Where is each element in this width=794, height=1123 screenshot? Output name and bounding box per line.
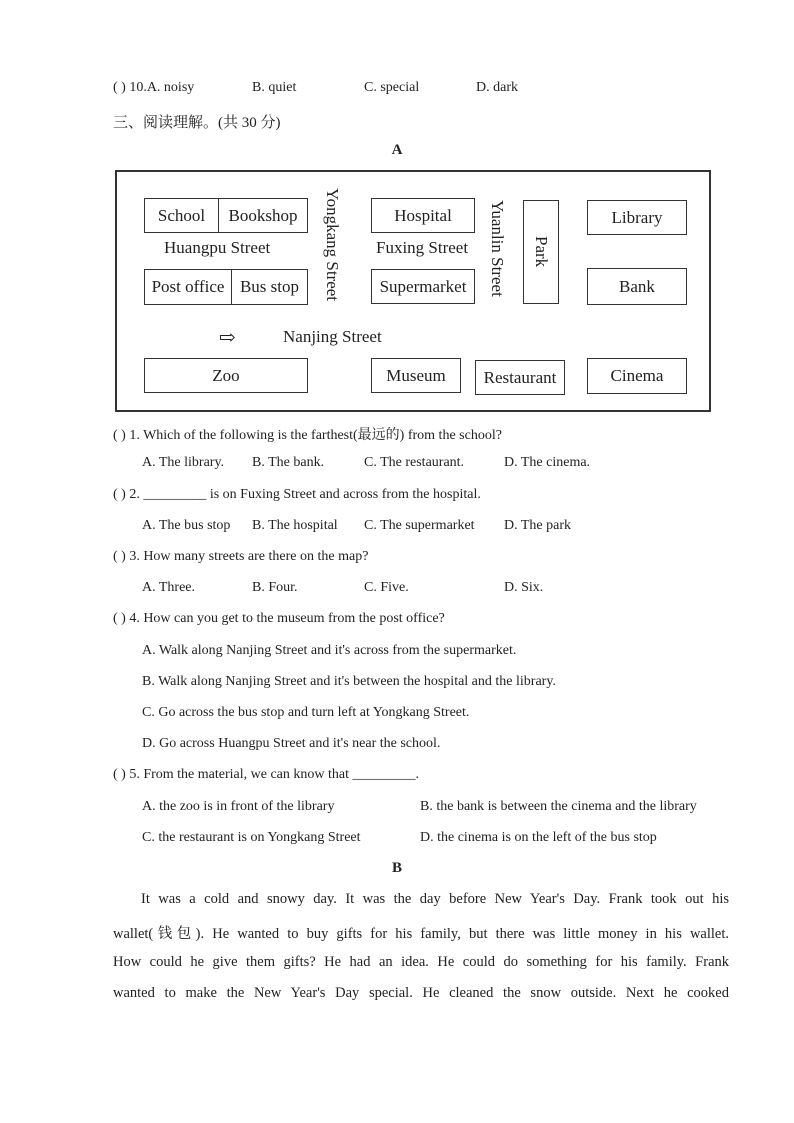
- question-2-option-c: C. The supermarket: [364, 518, 475, 533]
- question-3: ( ) 3. How many streets are there on the map?: [113, 549, 369, 564]
- passage-b-label: B: [391, 860, 402, 876]
- question-4-option-c: C. Go across the bus stop and turn left at Yongkang Street.: [142, 705, 470, 720]
- map-huangpu-street: Huangpu Street: [164, 238, 271, 257]
- passage-b-line-1: It was a cold and snowy day. It was the day before New Year's Day. Frank took out his: [141, 891, 729, 907]
- question-4-option-b: B. Walk along Nanjing Street and it's between the hospital and the library.: [142, 674, 556, 689]
- map-post-office: Post office: [144, 269, 232, 305]
- question-1-option-c: C. The restaurant.: [364, 455, 465, 470]
- question-10-option-d: D. dark: [476, 80, 518, 95]
- map-cinema: Cinema: [587, 358, 687, 394]
- question-4: ( ) 4. How can you get to the museum from the post office?: [113, 611, 445, 626]
- passage-a-label: A: [391, 142, 403, 158]
- question-4-option-d: D. Go across Huangpu Street and it's near the school.: [142, 736, 441, 751]
- arrow-icon: ⇨: [219, 327, 236, 349]
- map-yongkang-street: Yongkang Street: [323, 188, 342, 302]
- question-2: ( ) 2. _________ is on Fuxing Street and across from the hospital.: [113, 487, 481, 502]
- question-1-option-d: D. The cinema.: [504, 455, 591, 470]
- map-bookshop: Bookshop: [218, 198, 308, 233]
- section-title: 三、阅读理解。(共 30 分): [113, 115, 281, 131]
- question-1-option-b: B. The bank.: [252, 455, 325, 470]
- question-3-option-c: C. Five.: [364, 580, 409, 595]
- map-yuanlin-street: Yuanlin Street: [488, 200, 507, 297]
- passage-b-line-2: wallet(钱包). He wanted to buy gifts for his family, but there was little money in his wallet.: [113, 926, 729, 942]
- question-10: ( ) 10.A. noisy: [113, 80, 195, 95]
- question-5-option-d: D. the cinema is on the left of the bus stop: [420, 830, 657, 845]
- map-restaurant: Restaurant: [475, 360, 565, 395]
- map-zoo: Zoo: [144, 358, 308, 393]
- map-hospital: Hospital: [371, 198, 475, 233]
- question-10-option-c: C. special: [364, 80, 420, 95]
- map-bank: Bank: [587, 268, 687, 305]
- question-2-option-b: B. The hospital: [252, 518, 338, 533]
- map-school: School: [144, 198, 219, 233]
- question-3-option-a: A. Three.: [142, 580, 195, 595]
- map-supermarket: Supermarket: [371, 269, 475, 304]
- street-map: [115, 170, 711, 412]
- question-5: ( ) 5. From the material, we can know that _________.: [113, 767, 419, 782]
- question-5-option-b: B. the bank is between the cinema and the library: [420, 799, 697, 814]
- question-10-option-b: B. quiet: [252, 80, 297, 95]
- passage-b-line-4: wanted to make the New Year's Day special. He cleaned the snow outside. Next he cooked: [113, 985, 729, 1001]
- question-5-option-c: C. the restaurant is on Yongkang Street: [142, 830, 361, 845]
- question-4-option-a: A. Walk along Nanjing Street and it's across from the supermarket.: [142, 643, 517, 658]
- question-1: ( ) 1. Which of the following is the farthest(最远的) from the school?: [113, 428, 502, 443]
- map-library: Library: [587, 200, 687, 235]
- question-3-option-b: B. Four.: [252, 580, 298, 595]
- map-nanjing-street: Nanjing Street: [283, 327, 382, 346]
- passage-b-line-3: How could he give them gifts? He had an idea. He could do something for his family. Frank: [113, 954, 729, 970]
- question-1-option-a: A. The library.: [142, 455, 225, 470]
- question-5-option-a: A. the zoo is in front of the library: [142, 799, 335, 814]
- map-bus-stop: Bus stop: [231, 269, 308, 305]
- map-museum: Museum: [371, 358, 461, 393]
- question-2-option-d: D. The park: [504, 518, 571, 533]
- question-2-option-a: A. The bus stop: [142, 518, 231, 533]
- map-park: Park: [523, 200, 559, 304]
- map-fuxing-street: Fuxing Street: [376, 238, 469, 257]
- question-3-option-d: D. Six.: [504, 580, 544, 595]
